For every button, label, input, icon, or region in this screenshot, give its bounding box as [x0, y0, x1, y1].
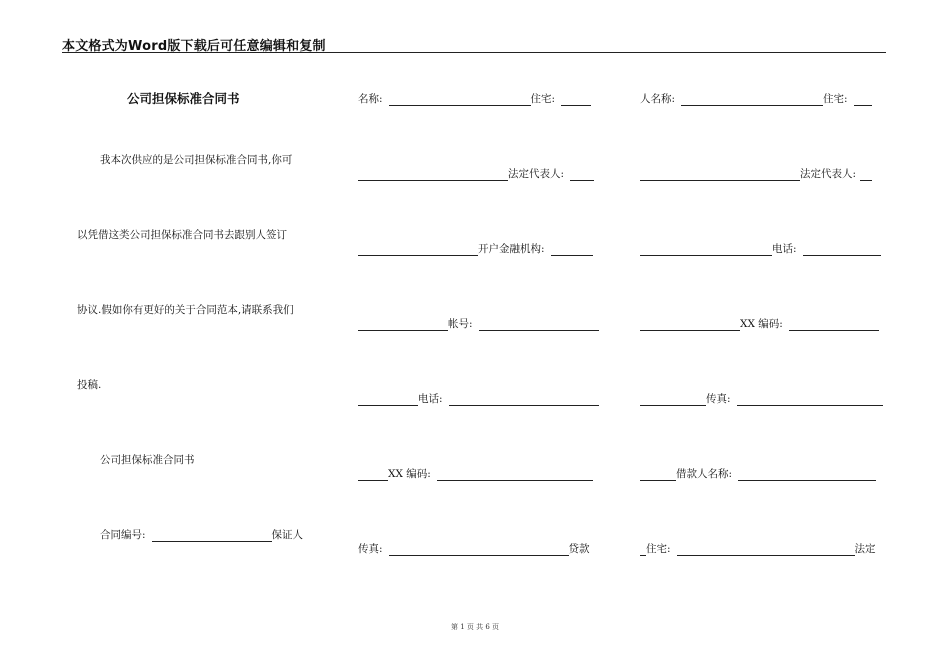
form-row	[640, 167, 872, 181]
field-label: 借款人名称:	[676, 468, 733, 480]
blank-line	[789, 320, 879, 331]
blank-line	[677, 545, 855, 556]
blank-line	[640, 170, 800, 181]
blank-line	[803, 245, 881, 256]
form-row	[640, 392, 883, 406]
form-row	[358, 242, 593, 256]
header-title: 本文格式为Word版下载后可任意编辑和复制	[62, 39, 326, 54]
field-label: 法定代表人:	[508, 168, 565, 180]
blank-line	[640, 320, 740, 331]
blank-line	[551, 245, 593, 256]
blank-line	[389, 95, 531, 106]
field-label: XX 编码:	[740, 318, 783, 330]
blank-line	[854, 95, 872, 106]
blank-line	[358, 395, 418, 406]
field-label: 电话:	[772, 243, 797, 255]
form-row	[358, 542, 590, 556]
form-row	[640, 467, 876, 481]
document-title: 公司担保标准合同书	[127, 91, 240, 106]
field-label: 传真:	[706, 393, 731, 405]
field-label: 人名称:	[640, 93, 676, 105]
field-label: 传真:	[358, 543, 383, 555]
form-row	[640, 317, 879, 331]
blank-line	[358, 470, 388, 481]
blank-line	[479, 320, 599, 331]
field-label: 住宅:	[646, 543, 671, 555]
field-label: 法定	[854, 543, 876, 555]
field-label: 开户金融机构:	[478, 243, 545, 255]
field-label: 保证人	[271, 529, 304, 541]
form-row	[358, 92, 591, 106]
page-footer: 第 1 页 共 6 页	[450, 623, 500, 631]
blank-line	[358, 245, 478, 256]
page-header	[62, 34, 886, 53]
blank-line	[738, 470, 876, 481]
field-label: 住宅:	[823, 93, 848, 105]
form-row	[358, 317, 599, 331]
blank-line	[570, 170, 594, 181]
field-label: 名称:	[358, 93, 383, 105]
field-label: 贷款	[568, 543, 590, 555]
form-row	[358, 467, 593, 481]
form-row	[640, 542, 876, 556]
paragraph-line: 以凭借这类公司担保标准合同书去跟别人签订	[77, 229, 287, 241]
form-row	[358, 392, 599, 406]
blank-line	[449, 395, 599, 406]
field-label: 合同编号:	[100, 529, 146, 541]
blank-line	[737, 395, 883, 406]
section-heading: 公司担保标准合同书	[100, 454, 195, 466]
paragraph-line: 我本次供应的是公司担保标准合同书,你可	[100, 154, 293, 166]
blank-line	[640, 395, 706, 406]
form-row	[640, 242, 881, 256]
blank-line	[860, 170, 872, 181]
blank-line	[152, 531, 272, 542]
form-row	[358, 167, 594, 181]
blank-line	[358, 320, 448, 331]
field-label: XX 编码:	[388, 468, 431, 480]
blank-line	[389, 545, 569, 556]
field-label: 法定代表人:	[800, 168, 857, 180]
form-row	[640, 92, 872, 106]
contract-number-row	[100, 528, 303, 542]
blank-line	[561, 95, 591, 106]
blank-line	[640, 470, 676, 481]
paragraph-line: 协议.假如你有更好的关于合同范本,请联系我们	[77, 304, 294, 316]
blank-line	[358, 170, 508, 181]
field-label: 住宅:	[530, 93, 556, 105]
field-label: 电话:	[418, 393, 443, 405]
blank-line	[681, 95, 823, 106]
paragraph-line: 投稿.	[77, 379, 102, 391]
blank-line	[437, 470, 593, 481]
blank-line	[640, 245, 772, 256]
field-label: 帐号:	[448, 318, 473, 330]
